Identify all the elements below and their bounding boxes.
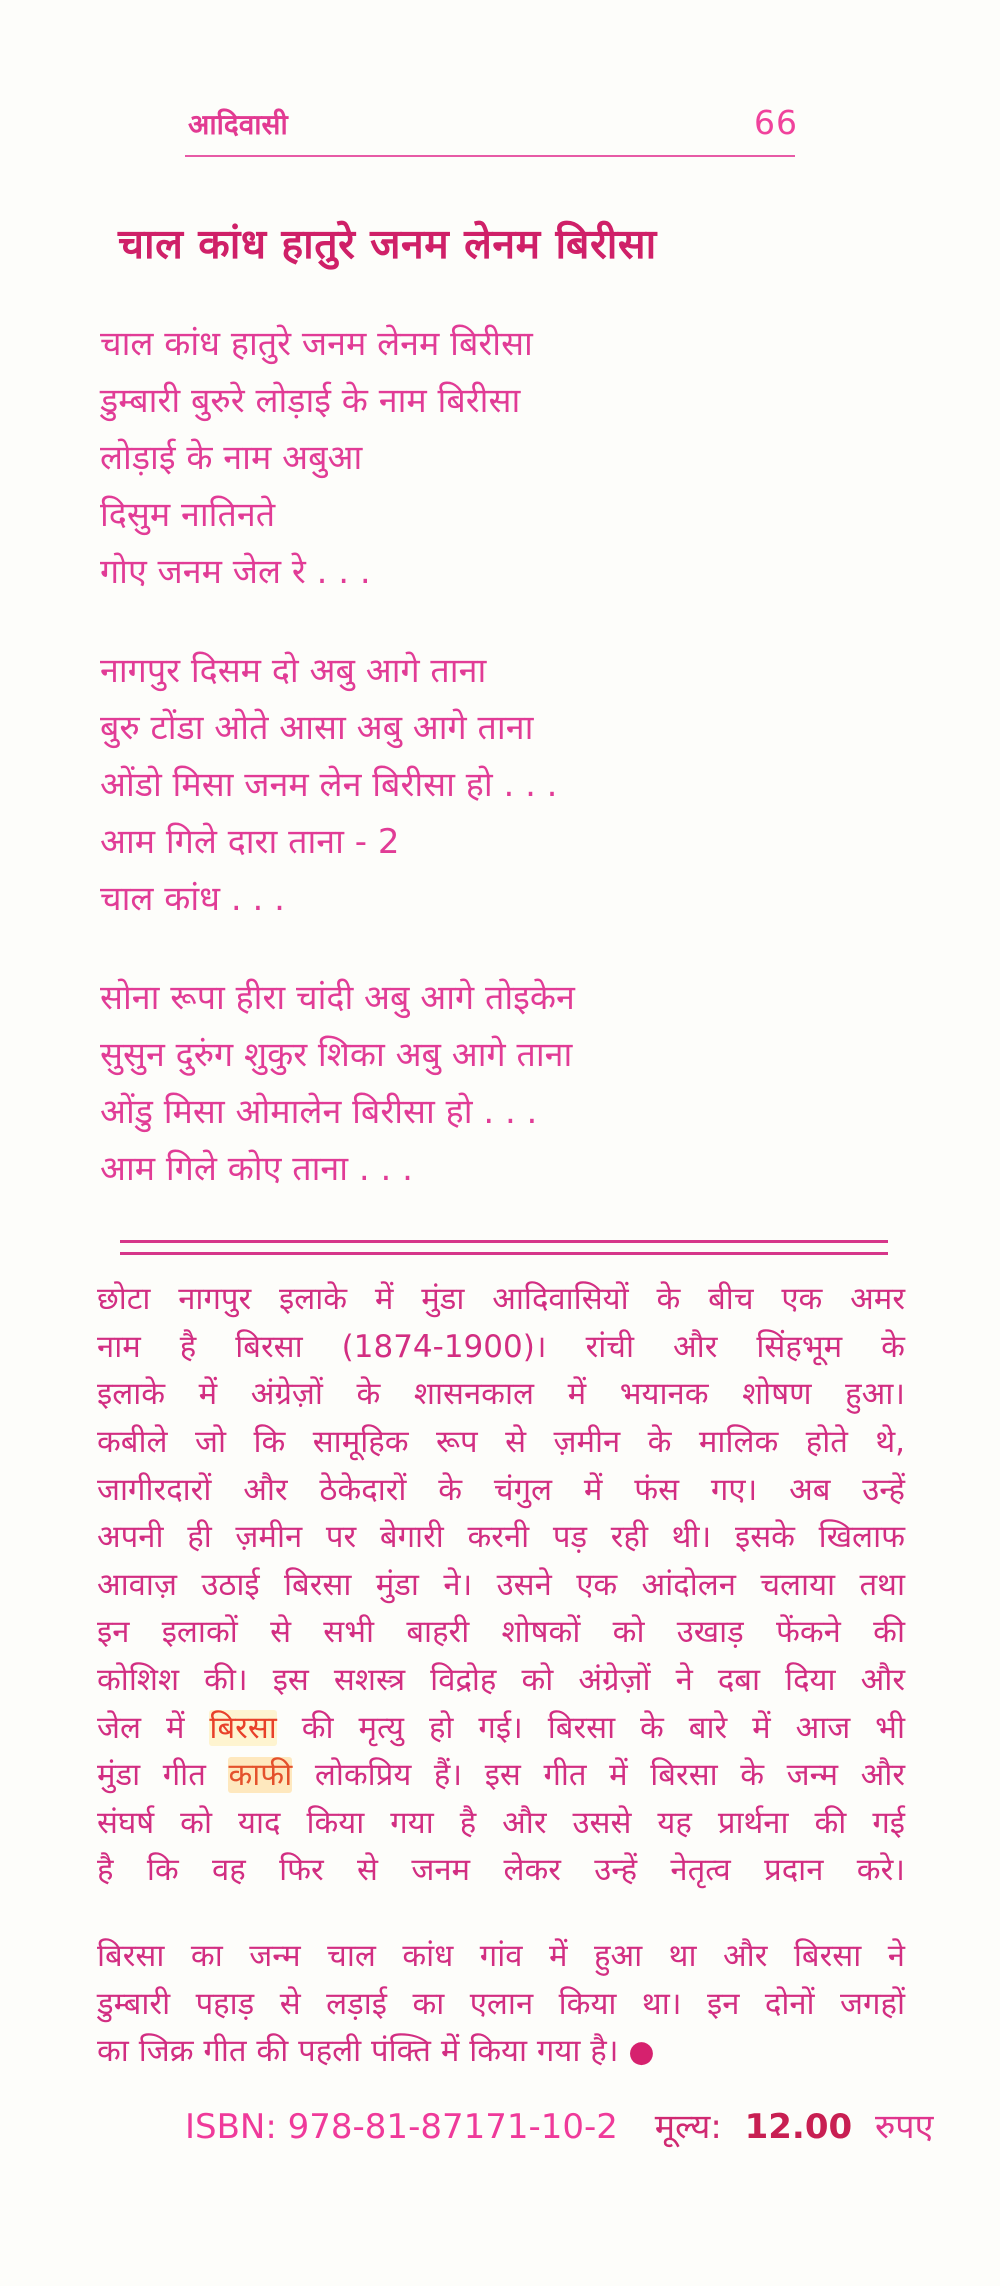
note-line: इन इलाकों से सभी बाहरी शोषकों को उखाड़ फेंकने की — [97, 1614, 905, 1651]
note-section — [97, 1276, 905, 2076]
note-line-with-highlight — [97, 1705, 905, 1753]
poem-line: चाल कांध हातुरे जनम लेनम बिरीसा — [100, 324, 533, 365]
highlighted-word-birsa: बिरसा — [209, 1709, 277, 1746]
isbn-label: ISBN: — [185, 2106, 277, 2147]
note-text: का जिक्र गीत की पहली पंक्ति में किया गया है। — [97, 2033, 619, 2070]
isbn-value: 978-81-87171-10-2 — [287, 2106, 618, 2147]
end-of-text-bullet-icon: ● — [628, 2034, 655, 2070]
note-line: अपनी ही ज़मीन पर बेगारी करनी पड़ रही थी। इसके खिलाफ — [97, 1519, 905, 1556]
note-paragraph-2 — [97, 1933, 905, 2076]
double-rule-separator — [120, 1240, 888, 1255]
price-label: मूल्य: — [654, 2106, 722, 2147]
stanza-1 — [100, 316, 940, 601]
note-line: बिरसा का जन्म चाल कांध गांव में हुआ था और बिरसा ने — [97, 1937, 905, 1974]
note-line: है कि वह फिर से जनम लेकर उन्हें नेतृत्व प्रदान करे। — [97, 1852, 905, 1889]
footer-isbn-line — [185, 2102, 1000, 2148]
note-text: जेल में — [97, 1709, 210, 1746]
note-line: आवाज़ उठाई बिरसा मुंडा ने। उसने एक आंदोलन चलाया तथा — [97, 1566, 905, 1603]
poem-line: आम गिले कोए ताना . . . — [100, 1149, 413, 1190]
header-rule — [185, 155, 795, 157]
poem-line: आम गिले दारा ताना - 2 — [100, 822, 400, 863]
note-line: कोशिश की। इस सशस्त्र विद्रोह को अंग्रेज़ों ने दबा दिया और — [97, 1662, 905, 1698]
note-paragraph-1 — [97, 1276, 905, 1895]
stanza-3 — [100, 970, 940, 1198]
poem-line: गोए जनम जेल रे . . . — [100, 552, 371, 593]
note-text: लोकप्रिय हैं। इस गीत में बिरसा के जन्म और — [292, 1757, 906, 1794]
note-last-line — [97, 2028, 905, 2076]
poem-line: लोड़ाई के नाम अबुआ — [100, 438, 363, 479]
poem-line: ओंडु मिसा ओमालेन बिरीसा हो . . . — [100, 1092, 538, 1133]
note-line: संघर्ष को याद किया गया है और उससे यह प्रार्थना की गई — [97, 1804, 905, 1841]
poem-line: सुसुन दुरुंग शुकुर शिका अबु आगे ताना — [100, 1035, 573, 1076]
note-line: कबीले जो कि सामूहिक रूप से ज़मीन के मालिक होते थे, — [97, 1424, 905, 1461]
note-line: इलाके में अंग्रेज़ों के शासनकाल में भयानक शोषण हुआ। — [97, 1376, 905, 1413]
page-number: 66 — [754, 103, 798, 142]
poem-line: दिसुम नातिनते — [100, 495, 276, 536]
note-text: की मृत्यु हो गई। बिरसा के बारे में आज भी — [276, 1709, 905, 1746]
note-text: मुंडा गीत — [97, 1757, 229, 1794]
poem-line: बुरु टोंडा ओते आसा अबु आगे ताना — [100, 708, 534, 749]
note-line: जागीरदारों और ठेकेदारों के चंगुल में फंस गए। अब उन्हें — [97, 1471, 905, 1508]
price-value: 12.00 — [744, 2106, 853, 2147]
poem-line: चाल कांध . . . — [100, 879, 285, 920]
poem-line: ओंडो मिसा जनम लेन बिरीसा हो . . . — [100, 765, 558, 806]
poem-line: डुम्बारी बुरुरे लोड़ाई के नाम बिरीसा — [100, 381, 521, 422]
poem-line: नागपुर दिसम दो अबु आगे ताना — [100, 651, 487, 692]
poem-title: चाल कांध हातुरे जनम लेनम बिरीसा — [118, 220, 657, 268]
note-line: नाम है बिरसा (1874-1900)। रांची और सिंहभूम के — [97, 1328, 905, 1365]
stanza-2 — [100, 643, 940, 928]
note-line: छोटा नागपुर इलाके में मुंडा आदिवासियों के बीच एक अमर — [97, 1281, 905, 1318]
running-title: आदिवासी — [188, 108, 288, 141]
page-header — [188, 0, 798, 142]
highlighted-word-kafi: काफी — [228, 1757, 293, 1794]
note-line: डुम्बारी पहाड़ से लड़ाई का एलान किया था। इन दोनों जगहों — [97, 1985, 905, 2022]
poem — [100, 316, 940, 1198]
currency-label: रुपए — [874, 2106, 934, 2147]
poem-line: सोना रूपा हीरा चांदी अबु आगे तोइकेन — [100, 978, 575, 1019]
note-line-with-highlight — [97, 1752, 905, 1800]
